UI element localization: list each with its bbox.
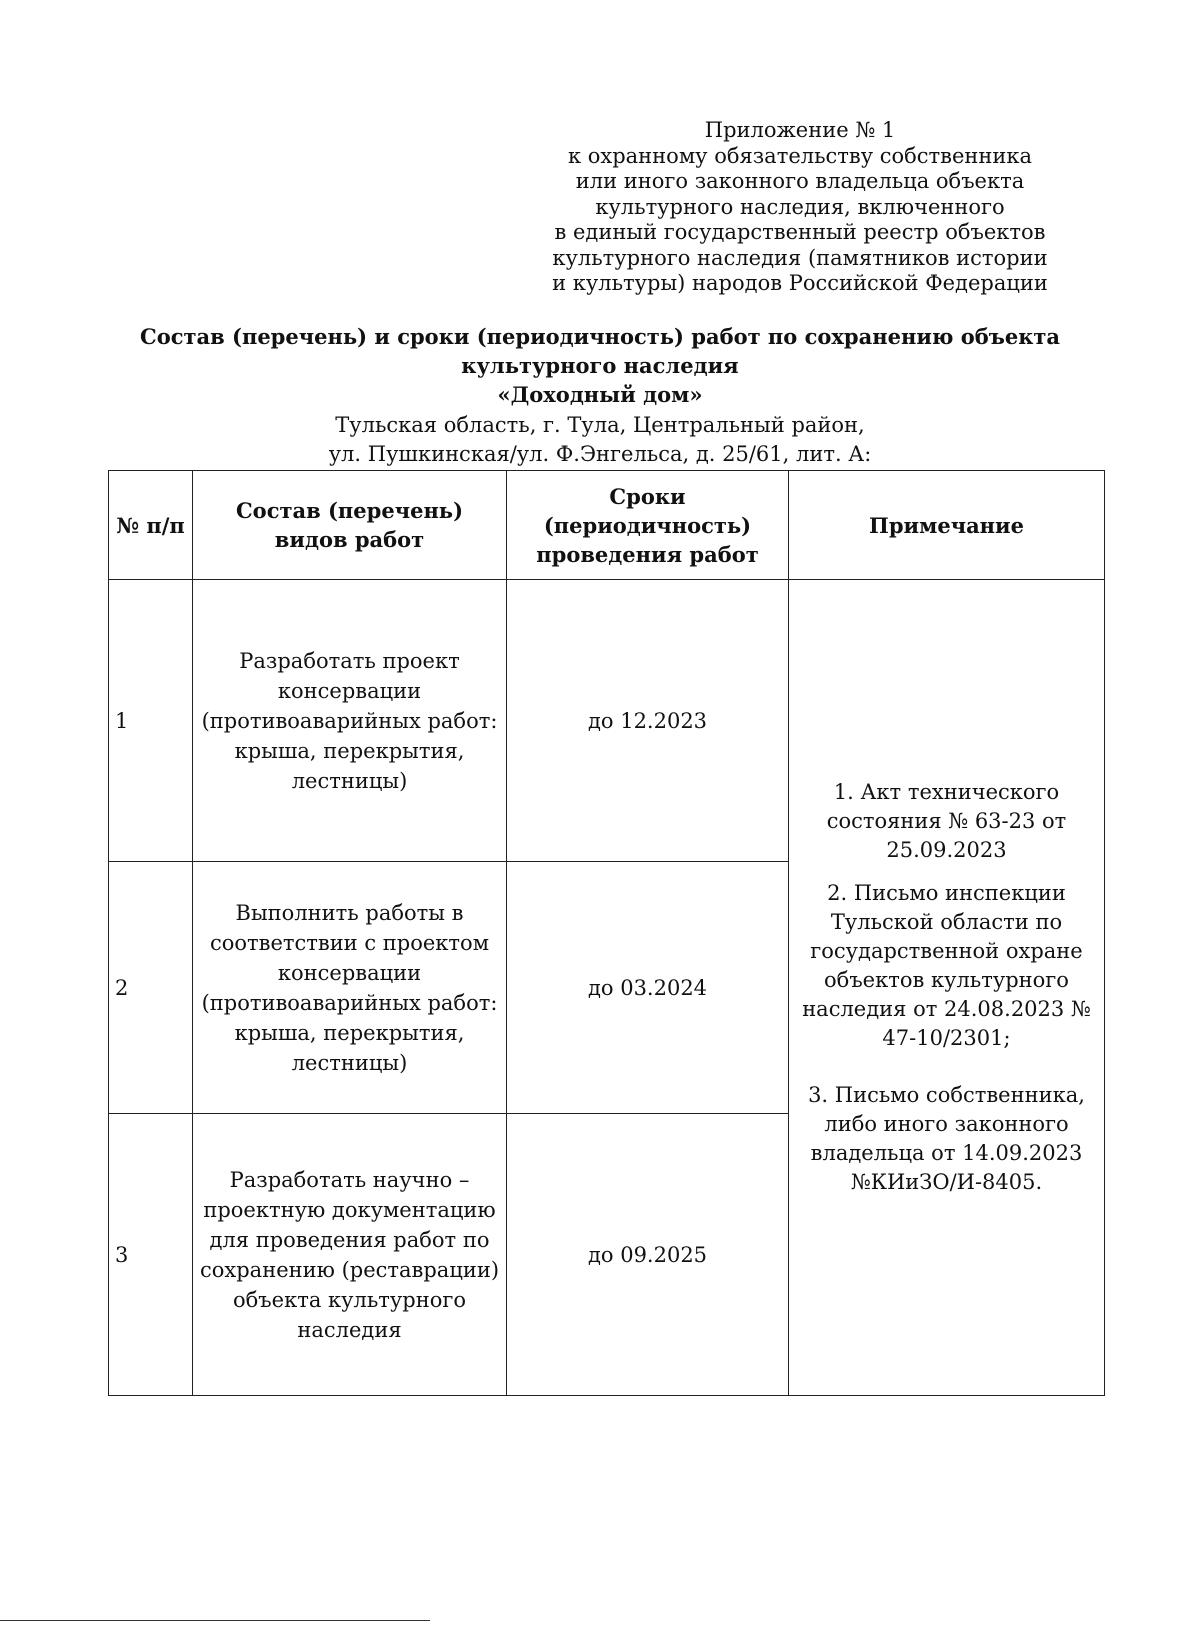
appendix-line: культурного наследия (памятников истории — [552, 245, 1048, 270]
table-header-row — [109, 471, 1105, 580]
title-line: Состав (перечень) и сроки (периодичность) работ по сохранению объекта — [139, 324, 1061, 349]
title-line: культурного наследия — [461, 353, 739, 378]
object-address — [60, 411, 1140, 469]
appendix-line: к охранному обязательству собственника — [567, 143, 1033, 168]
header-note: Примечание — [789, 471, 1105, 580]
appendix-line: или иного законного владельца объекта — [575, 169, 1025, 193]
appendix-line: Приложение № 1 — [704, 118, 896, 142]
note-cell — [789, 580, 1105, 1396]
header-term: Сроки (периодичность) проведения работ — [507, 471, 789, 580]
note-item-2: 2. Письмо инспекции Тульской области по государственной охране объектов культурного наследия от 24.08.2023 № 47-10/2301; — [802, 881, 1091, 1050]
table-row — [109, 580, 1105, 862]
note-item-1: 1. Акт технического состояния № 63-23 от 25.09.2023 — [826, 780, 1067, 862]
address-line: ул. Пушкинская/ул. Ф.Энгельса, д. 25/61, лит. А: — [328, 442, 872, 466]
note-item-3: 3. Письмо собственника, либо иного законного владельца от 14.09.2023 №КИиЗО/И-8405. — [808, 1083, 1085, 1194]
footer-rule — [0, 1620, 430, 1621]
title-line: «Доходный дом» — [497, 382, 703, 407]
header-work: Состав (перечень) видов работ — [193, 471, 507, 580]
works-table — [108, 470, 1105, 1396]
address-line: Тульская область, г. Тула, Центральный район, — [335, 413, 865, 437]
document-title — [60, 322, 1140, 409]
appendix-header — [520, 118, 1080, 297]
appendix-line: культурного наследия, включенного — [595, 194, 1005, 219]
row-term: до 03.2024 — [507, 862, 789, 1114]
row-num: 3 — [109, 1114, 193, 1396]
appendix-line: и культуры) народов Российской Федерации — [552, 271, 1048, 295]
row-term: до 09.2025 — [507, 1114, 789, 1396]
row-num: 2 — [109, 862, 193, 1114]
row-work: Разработать научно – проектную документацию для проведения работ по сохранению (реставрации) объекта культурного наследия — [193, 1114, 507, 1396]
row-work: Разработать проект консервации (противоаварийных работ: крыша, перекрытия, лестницы) — [193, 580, 507, 862]
row-num: 1 — [109, 580, 193, 862]
appendix-line: в единый государственный реестр объектов — [554, 220, 1046, 244]
row-term: до 12.2023 — [507, 580, 789, 862]
header-num: № п/п — [109, 471, 193, 580]
row-work: Выполнить работы в соответствии с проектом консервации (противоаварийных работ: крыша, перекрытия, лестницы) — [193, 862, 507, 1114]
